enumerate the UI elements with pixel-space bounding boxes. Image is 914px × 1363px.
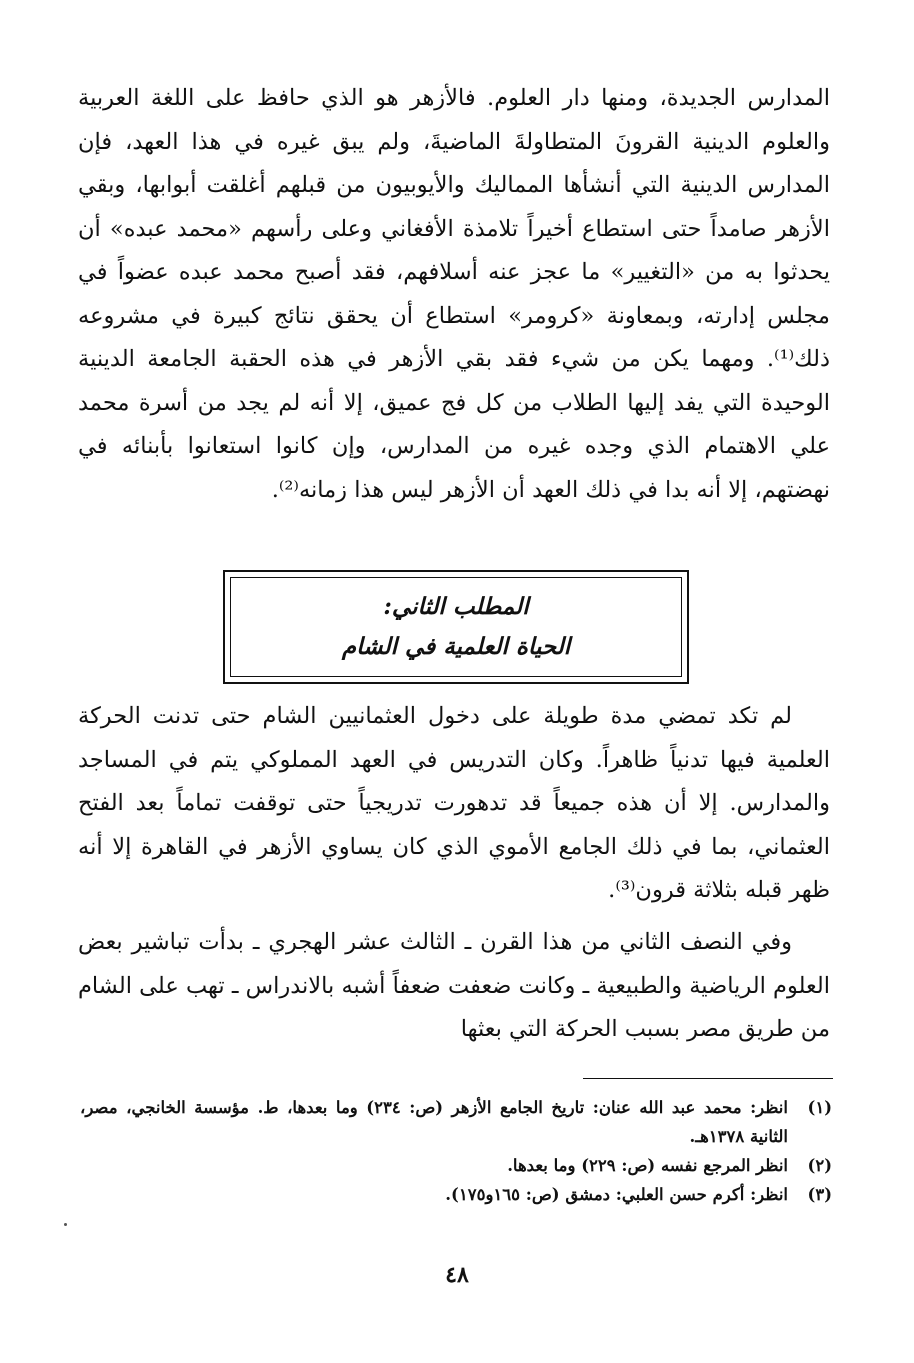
footnote-number: (١) — [807, 1098, 832, 1117]
body-paragraph-1: المدارس الجديدة، ومنها دار العلوم. فالأزهر هو الذي حافظ على اللغة العربية والعلوم الدينية القرونَ المتطاولةَ الماضيةَ، ولم يبق غيره في هذا العهد، فإن المدارس الدينية التي أنشأها المماليك والأيوبيون من قبلهم أغلقت أبوابها، وبقي الأزهر صامداً حتى استطاع أخيراً تلامذة الأفغاني وعلى رأسهم «محمد عبده» أن يحدثوا به من «التغيير» ما عجز عنه أسلافهم، فقد أصبح محمد عبده عضواً في مجلس إدارته، وبمعاونة «كرومر» استطاع أن يحقق نتائج كبيرة في مشروعه ذلك⁽¹⁾. ومهما يكن من شيء فقد بقي الأزهر في هذه الحقبة الجامعة الدينية الوحيدة التي يفد إليها الطلاب من كل فج عميق، إلا أنه لم يجد من أسرة محمد علي الاهتمام الذي وجده غيره من المدارس، وإن كانوا استعانوا بأبنائه في نهضتهم، إلا أنه بدا في ذلك العهد أن الأزهر ليس هذا زمانه⁽²⁾. — [78, 85, 830, 503]
footnote-text: انظر المرجع نفسه (ص: ٢٢٩) وما بعدها. — [507, 1156, 788, 1175]
footnote-separator — [583, 1078, 833, 1079]
footnote-2 — [80, 1151, 832, 1180]
scan-speck — [64, 1223, 67, 1226]
footnote-text: انظر: محمد عبد الله عنان: تاريخ الجامع الأزهر (ص: ٢٣٤) وما بعدها، ط. مؤسسة الخانجي، مصر، الثانية ١٣٧٨هـ. — [80, 1098, 788, 1146]
footnote-number: (٢) — [807, 1156, 832, 1175]
footnote-1 — [80, 1093, 832, 1151]
body-paragraph-2: لم تكد تمضي مدة طويلة على دخول العثمانيين الشام حتى تدنت الحركة العلمية فيها تدنياً ظاهراً. وكان التدريس في العهد المملوكي يتم في المساجد والمدارس. إلا أن هذه جميعاً قد تدهورت تدريجياً حتى توقفت تماماً بعد الفتح العثماني، بما في ذلك الجامع الأموي الذي كان يساوي الأزهر في القاهرة إلا أنه ظهر قبله بثلاثة قرون⁽³⁾. — [78, 703, 830, 903]
page-number: ٤٨ — [445, 1262, 469, 1288]
section-heading-inner-frame — [230, 577, 682, 677]
section-heading-title: الحياة العلمية في الشام — [341, 633, 571, 660]
section-heading-box — [223, 570, 689, 684]
section-heading-subtitle: المطلب الثاني: — [383, 593, 529, 620]
footnote-3 — [80, 1180, 832, 1209]
footnote-number: (٣) — [807, 1185, 832, 1204]
footnote-text: انظر: أكرم حسن العلبي: دمشق (ص: ١٦٥و١٧٥). — [445, 1185, 788, 1204]
footnotes — [80, 1093, 832, 1209]
body-paragraph-3: وفي النصف الثاني من هذا القرن ـ الثالث عشر الهجري ـ بدأت تباشير بعض العلوم الرياضية والطبيعية ـ وكانت ضعفت ضعفاً أشبه بالاندراس ـ تهب على الشام من طريق مصر بسبب الحركة التي بعثها — [78, 929, 830, 1042]
